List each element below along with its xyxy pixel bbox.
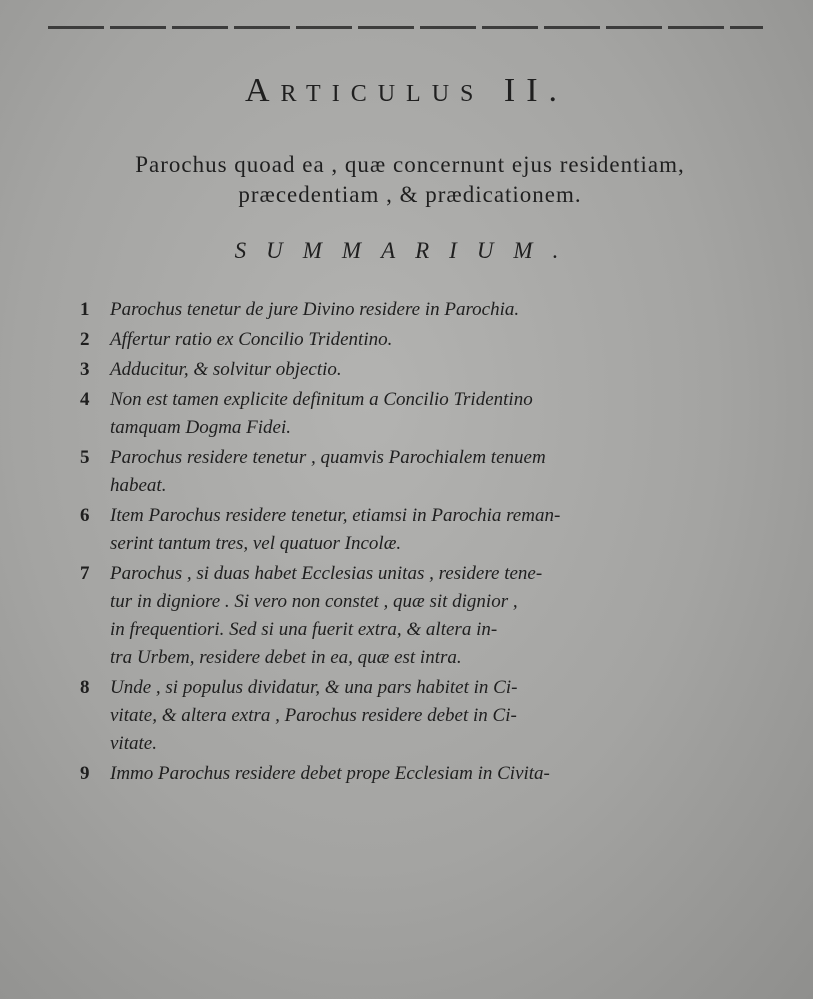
item-number: 5: [80, 447, 90, 468]
item-number: 4: [80, 389, 90, 410]
item-text-line: vitate, & altera extra , Parochus residere debet in Ci-: [110, 705, 517, 726]
item-number: 2: [80, 329, 90, 350]
item-text-line: tur in digniore . Si vero non constet , quæ sit dignior ,: [110, 591, 518, 612]
header-rule: [48, 26, 763, 29]
summarium-heading: SUMMARIUM.: [234, 238, 579, 263]
item-text-line: Affertur ratio ex Concilio Tridentino.: [110, 329, 393, 350]
item-text-line: tamquam Dogma Fidei.: [110, 417, 292, 438]
summary-item: [80, 326, 780, 354]
item-text-line: tra Urbem, residere debet in ea, quæ est intra.: [110, 647, 462, 668]
item-number: 3: [80, 359, 90, 380]
article-subtitle: [40, 150, 780, 210]
summary-item: [80, 760, 780, 788]
summary-item: [80, 674, 780, 758]
summary-item: [80, 502, 780, 558]
item-text-line: habeat.: [110, 475, 167, 496]
subtitle-line: Parochus quoad ea , quæ concernunt ejus residentiam,: [135, 152, 685, 177]
item-number: 9: [80, 763, 90, 784]
summary-item: [80, 386, 780, 442]
item-text-line: Immo Parochus residere debet prope Ecclesiam in Civita-: [110, 763, 550, 784]
item-text-line: Parochus , si duas habet Ecclesias unitas , residere tene-: [110, 563, 543, 584]
page-title: Articulus II.: [244, 72, 569, 109]
summary-item: [80, 356, 780, 384]
item-text-line: in frequentiori. Sed si una fuerit extra, & altera in-: [110, 619, 498, 640]
item-text-line: vitate.: [110, 733, 157, 754]
item-text-line: serint tantum tres, vel quatuor Incolæ.: [110, 533, 402, 554]
item-number: 8: [80, 677, 90, 698]
summary-item: [80, 296, 780, 324]
summary-item: [80, 444, 780, 500]
item-text-line: Parochus residere tenetur , quamvis Parochialem tenuem: [110, 447, 546, 468]
item-text-line: Item Parochus residere tenetur, etiamsi in Parochia reman-: [110, 505, 561, 526]
item-number: 1: [80, 299, 90, 320]
item-number: 6: [80, 505, 90, 526]
subtitle-line: præcedentiam , & prædicationem.: [238, 182, 582, 207]
item-text-line: Unde , si populus dividatur, & una pars habitet in Ci-: [110, 677, 518, 698]
item-text-line: Parochus tenetur de jure Divino residere in Parochia.: [110, 299, 520, 320]
item-text-line: Non est tamen explicite definitum a Concilio Tridentino: [110, 389, 533, 410]
summary-item: [80, 560, 780, 672]
item-number: 7: [80, 563, 90, 584]
summary-list: [80, 296, 780, 788]
item-text-line: Adducitur, & solvitur objectio.: [110, 359, 342, 380]
